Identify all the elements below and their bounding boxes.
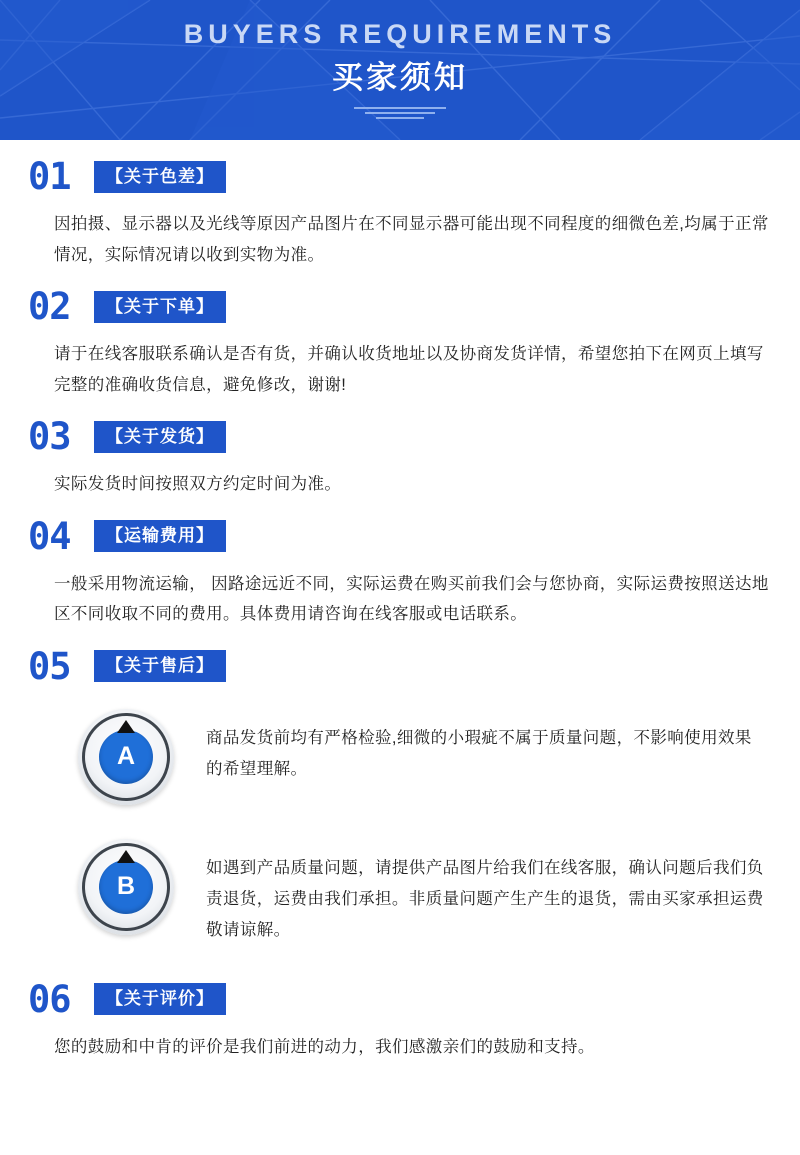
bullet-item-b [28, 839, 772, 947]
triangle-up-icon [117, 850, 135, 863]
badge-b-letter: B [99, 860, 153, 914]
badge-a [78, 709, 174, 805]
section-05 [28, 644, 772, 947]
section-03-text: 实际发货时间按照双方约定时间为准。 [54, 475, 342, 494]
after-sale-bullets [28, 709, 772, 947]
section-01 [28, 155, 772, 270]
section-06-tag: 【关于评价】 [94, 983, 226, 1015]
section-03-header [28, 415, 772, 459]
section-04-text: 一般采用物流运输， 因路途远近不同，实际运费在购买前我们会与您协商，实际运费按照送达地区不同收取不同的费用。具体费用请咨询在线客服或电话联系。 [54, 574, 769, 624]
section-06-number: 06 [28, 977, 71, 1021]
section-05-tag: 【关于售后】 [94, 650, 226, 682]
bullet-a-text: 商品发货前均有严格检验,细微的小瑕疵不属于质量问题，不影响使用效果的希望理解。 [206, 728, 752, 778]
section-04-tag: 【运输费用】 [94, 520, 226, 552]
section-02-text: 请于在线客服联系确认是否有货，并确认收货地址以及协商发货详情，希望您拍下在网页上填写完整的准确收货信息，避免修改，谢谢! [54, 345, 764, 394]
section-05-number: 05 [28, 644, 71, 688]
section-02-header [28, 285, 772, 329]
section-03 [28, 415, 772, 500]
page-header [0, 0, 800, 140]
header-title-cn: 买家须知 [332, 59, 468, 95]
section-01-number: 01 [28, 155, 71, 198]
section-06-text: 您的鼓励和中肯的评价是我们前进的动力，我们感激亲们的鼓励和支持。 [54, 1037, 595, 1056]
section-04-number: 04 [28, 514, 71, 558]
section-01-tag: 【关于色差】 [94, 161, 226, 193]
section-02 [28, 285, 772, 400]
requirements-content [0, 155, 800, 1062]
badge-b [78, 839, 174, 935]
section-03-tag: 【关于发货】 [94, 421, 226, 453]
bullet-item-a [28, 709, 772, 805]
bullet-b-text: 如遇到产品质量问题，请提供产品图片给我们在线客服，确认问题后我们负责退货，运费由我们承担。非质量问题产生产生的退货，需由买家承担运费敬请谅解。 [206, 858, 764, 940]
section-05-header [28, 644, 772, 688]
section-01-header [28, 155, 772, 198]
section-02-number: 02 [28, 285, 71, 329]
triangle-up-icon [117, 720, 135, 733]
section-04-header [28, 514, 772, 558]
badge-a-letter: A [99, 730, 153, 784]
section-01-text: 因拍摄、显示器以及光线等原因产品图片在不同显示器可能出现不同程度的细微色差,均属于正常情况，实际情况请以收到实物为准。 [54, 215, 769, 264]
section-04 [28, 514, 772, 630]
section-02-tag: 【关于下单】 [94, 291, 226, 323]
section-06-header [28, 977, 772, 1021]
section-03-number: 03 [28, 415, 71, 459]
section-06 [28, 977, 772, 1063]
header-title-en: BUYERS REQUIREMENTS [183, 18, 617, 49]
header-underline-decoration [354, 107, 446, 122]
